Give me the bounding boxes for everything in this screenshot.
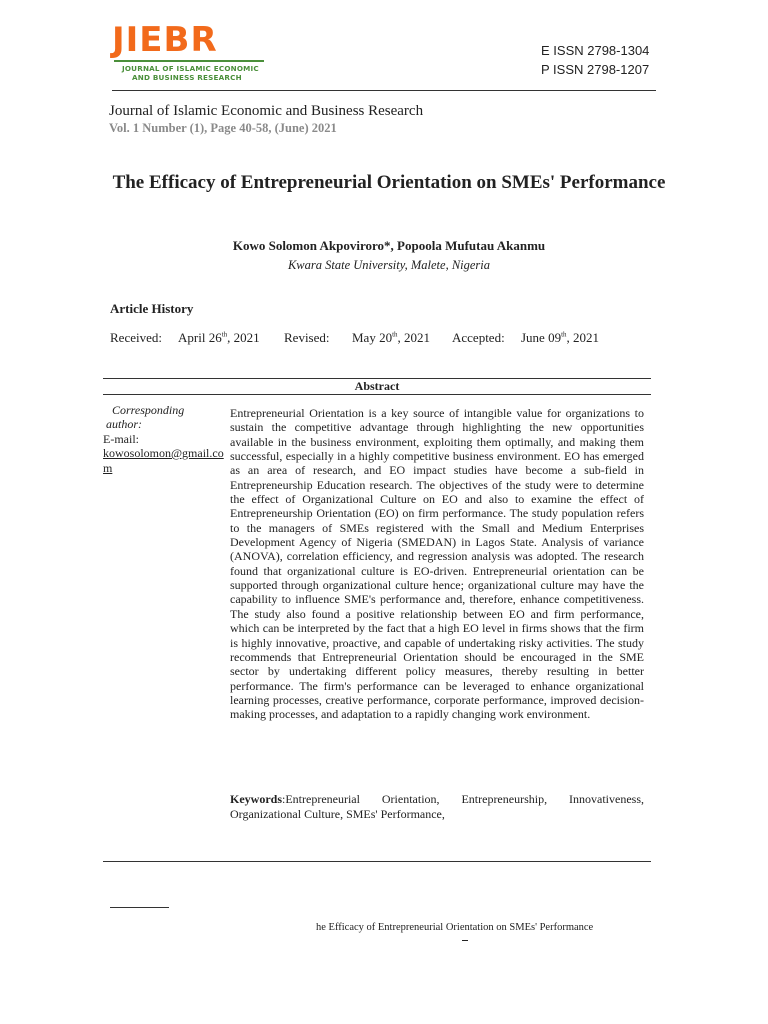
- header-rule: [112, 90, 656, 91]
- received-date: April 26th, 2021: [178, 330, 260, 345]
- running-title: he Efficacy of Entrepreneurial Orientation on SMEs' Performance: [316, 922, 594, 933]
- abstract-bottom-rule: [103, 861, 651, 862]
- keywords-label: Keywords: [230, 792, 282, 806]
- accepted-label: Accepted:: [452, 330, 505, 345]
- volume-line: Vol. 1 Number (1), Page 40-58, (June) 2021: [109, 121, 337, 135]
- page-number-placeholder: [462, 940, 468, 941]
- received-label: Received:: [110, 330, 162, 345]
- author-affiliation: Kwara State University, Malete, Nigeria: [287, 258, 491, 272]
- article-authors: Kowo Solomon Akpoviroro*, Popoola Mufutau Akanmu: [232, 238, 546, 253]
- keywords-list: :Entrepreneurial Orientation, Entrepreneurship, Innovativeness, Organizational Culture, SMEs' Performance,: [230, 792, 644, 821]
- logo-subtitle-line1: JOURNAL OF ISLAMIC ECONOMIC: [122, 64, 259, 73]
- logo-subtitle-line2: AND BUSINESS RESEARCH: [132, 73, 242, 82]
- abstract-heading-rule: [103, 394, 651, 395]
- keywords: [230, 792, 644, 821]
- logo-wordmark: JIEBR: [112, 20, 218, 60]
- journal-logo: [108, 22, 268, 84]
- footnote-rule: [110, 907, 169, 908]
- article-title: The Efficacy of Entrepreneurial Orientation on SMEs' Performance: [112, 172, 666, 193]
- accepted-date: June 09th, 2021: [521, 330, 600, 345]
- author-email-link[interactable]: kowosolomon@gmail.com: [103, 446, 224, 475]
- issn-electronic: E ISSN 2798-1304: [541, 43, 650, 58]
- revised-label: Revised:: [284, 330, 330, 345]
- abstract-heading: Abstract: [354, 379, 400, 393]
- revised-date: May 20th, 2021: [352, 330, 431, 345]
- corresponding-author-label: Corresponding author:: [106, 403, 185, 431]
- issn-print: P ISSN 2798-1207: [541, 62, 650, 77]
- email-label: E-mail:: [103, 432, 139, 446]
- article-history-heading: Article History: [110, 301, 194, 316]
- journal-name: Journal of Islamic Economic and Business Research: [109, 103, 424, 119]
- abstract-body: Entrepreneurial Orientation is a key source of intangible value for organizations to sustain the competitive advantage through highlighting the new opportunities available in the business environment, exploiting them optimally, and making them successful, especially in a highly competitive business environment. EO has emerged as an area of research, and EO impact studies have become a sub-field in Entrepreneurship Education research. The objectives of the study were to determine the effect of Organizational Culture on EO and also to examine the effect of Entrepreneurship Orientation (EO) on firm performance. The study population refers to the managers of SMEs registered with the Small and Medium Enterprises Development Agency of Nigeria (SMEDAN) in Lagos State. Analysis of variance (ANOVA), correlation efficiency, and regression analysis was adopted. The research found that organizational culture is EO-driven. Entrepreneurial orientation can be supported through organizational culture hence; organizational culture may have the capability to influence SME's performance and, therefore, enhance competitiveness. The study also found a positive relationship between EO and firm performance, which can be interpreted by the fact that a high EO level in firms shows that the firm is highly innovative, proactive, and capable of undertaking risky activities. The study recommends that Entrepreneurial Orientation should be encouraged in the SME sector by undertaking different policy measures, thereby resulting in better performance. The firm's performance can be leveraged to enhance organizational learning processes, creative performance, corporate performance, improved decision-making processes, and adaptation to a rapidly changing work environment.: [230, 406, 644, 722]
- logo-divider: [114, 60, 264, 62]
